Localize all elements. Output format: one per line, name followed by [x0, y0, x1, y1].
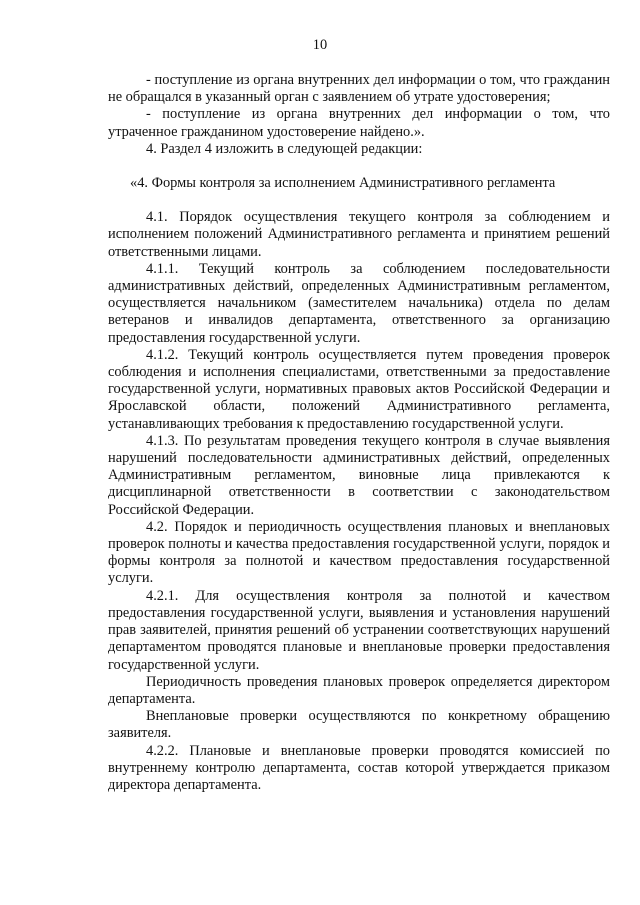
paragraph-certificate-found: - поступление из органа внутренних дел информации о том, что утраченное гражданином удостоверение найдено.».	[108, 106, 610, 140]
paragraph-4-1: 4.1. Порядок осуществления текущего контроля за соблюдением и исполнением положений Административного регламента и принятием решений ответственными лицами.	[108, 209, 610, 260]
paragraph-4-1-3: 4.1.3. По результатам проведения текущего контроля в случае выявления нарушений последовательности административных действий, определенных Административным регламентом, виновные лица привлекаются к дисциплинарной ответственности в соответствии с законодательством Российской Федерации.	[108, 432, 610, 518]
page-number: 10	[312, 37, 328, 53]
paragraph-4-1-1: 4.1.1. Текущий контроль за соблюдением последовательности административных действий, определенных Административным регламентом, осуществляется начальником (заместителем начальника) отдела по делам ветеранов и инвалидов департамента, ответственного за организацию предоставления государственной услуги.	[108, 260, 610, 346]
paragraph-4-2: 4.2. Порядок и периодичность осуществления плановых и внеплановых проверок полноты и качества предоставления государственной услуги, порядок и формы контроля за полнотой и качеством предоставления государственной услуги.	[108, 518, 610, 587]
paragraph-loss-not-reported: - поступление из органа внутренних дел информации о том, что гражданин не обращался в указанный орган с заявлением об утрате удостоверения;	[108, 72, 610, 106]
paragraph-section-4-intro: 4. Раздел 4 изложить в следующей редакции:	[146, 140, 423, 157]
paragraph-unscheduled-checks: Внеплановые проверки осуществляются по конкретному обращению заявителя.	[108, 708, 610, 742]
document-body	[108, 72, 610, 794]
section-4-heading: «4. Формы контроля за исполнением Административного регламента	[130, 175, 556, 192]
paragraph-4-2-2: 4.2.2. Плановые и внеплановые проверки проводятся комиссией по внутреннему контролю департамента, состав которой утверждается приказом директора департамента.	[108, 742, 610, 793]
paragraph-4-2-1: 4.2.1. Для осуществления контроля за полнотой и качеством предоставления государственной услуги, выявления и установления нарушений прав заявителей, принятия решений об устранении соответствующих нарушений департаментом проводятся плановые и внеплановые проверки предоставления государственной услуги.	[108, 587, 610, 673]
paragraph-4-1-2: 4.1.2. Текущий контроль осуществляется путем проведения проверок соблюдения и исполнения специалистами, ответственными за предоставление государственной услуги, нормативных правовых актов Российской Федерации и Ярославской области, положений Административного регламента, устанавливающих требования к предоставлению государственной услуги.	[108, 346, 610, 432]
paragraph-planned-checks-frequency: Периодичность проведения плановых проверок определяется директором департамента.	[108, 673, 610, 707]
